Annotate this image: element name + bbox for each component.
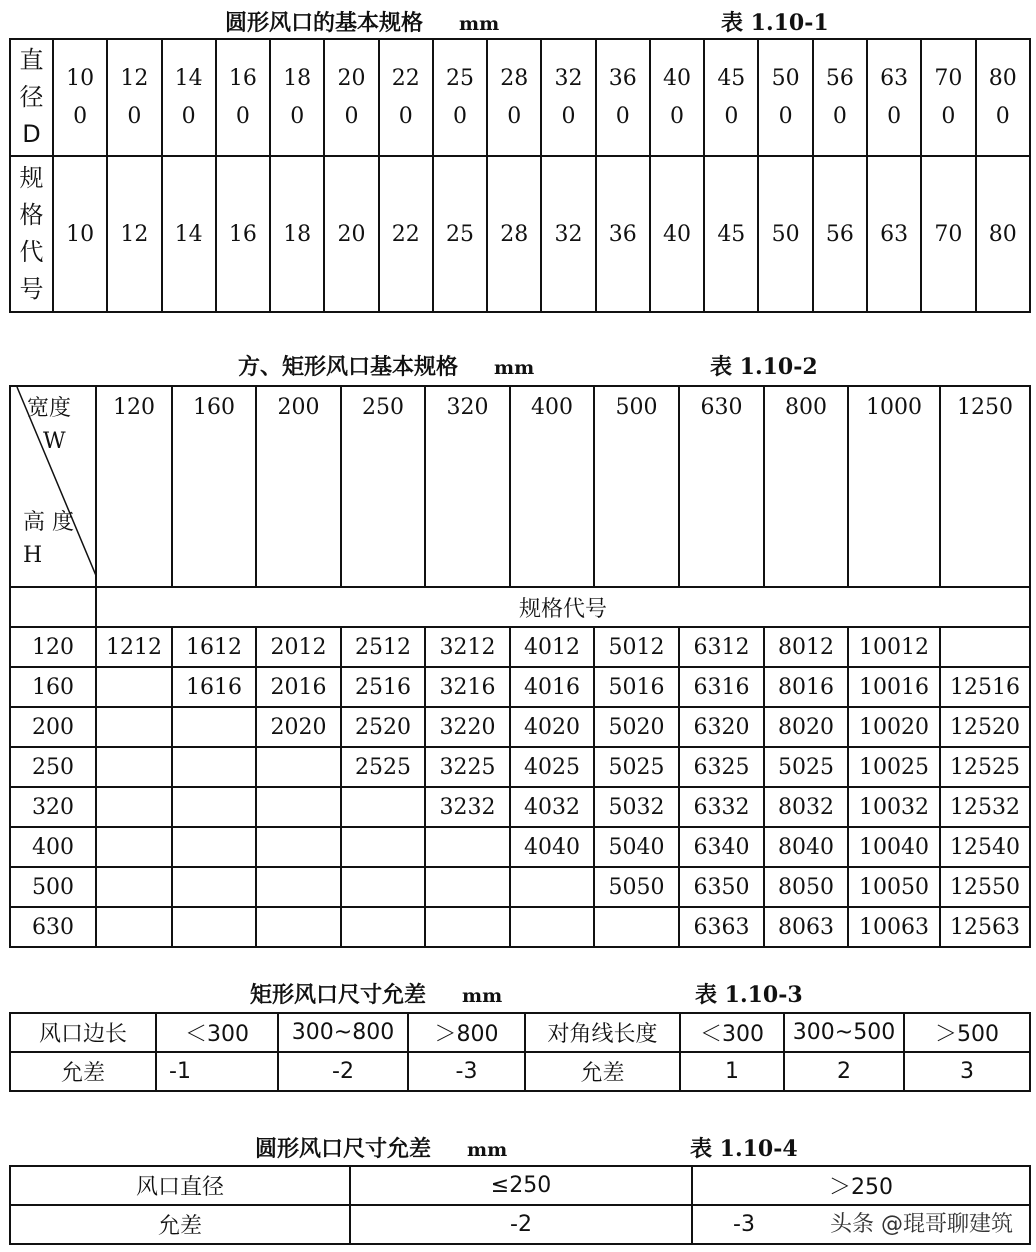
rect-vent-spec-table — [9, 385, 1031, 948]
diameter-cell — [541, 39, 595, 156]
spec-code-cell: 6316 — [679, 667, 764, 707]
width-label: 宽度 — [27, 396, 72, 421]
spec-code-cell — [341, 827, 425, 867]
diameter-cell — [433, 39, 487, 156]
spec-code-cell — [96, 747, 172, 787]
spec-code-cell — [425, 907, 510, 947]
diameter-cell — [379, 39, 433, 156]
table1-title-text: 圆形风口的基本规格 — [225, 10, 424, 36]
spec-code-cell: 10020 — [848, 707, 940, 747]
spec-code-cell: 80 — [976, 156, 1030, 312]
tolerance-value-cell: -1 — [156, 1052, 278, 1091]
diameter-part: 0 — [127, 103, 142, 129]
spec-code-cell: 1212 — [96, 627, 172, 667]
spec-code-cell: 2512 — [341, 627, 425, 667]
diameter-part: 0 — [887, 103, 902, 129]
table3-title-text: 矩形风口尺寸允差 — [250, 982, 427, 1008]
spec-code-cell: 1616 — [172, 667, 256, 707]
diameter-cell — [53, 39, 107, 156]
header-char: 规 — [19, 164, 44, 192]
spec-code-cell: 56 — [813, 156, 867, 312]
diameter-part: 0 — [995, 103, 1010, 129]
spec-code-cell — [96, 827, 172, 867]
tolerance-header-cell: 风口边长 — [10, 1013, 156, 1052]
spec-code-cell: 8012 — [764, 627, 848, 667]
diameter-part: 0 — [235, 103, 250, 129]
diameter-cell — [324, 39, 378, 156]
diameter-part: 36 — [608, 65, 637, 91]
diameter-cell — [107, 39, 161, 156]
diameter-part: 45 — [717, 65, 746, 91]
spec-code-cell — [96, 787, 172, 827]
spec-code-cell: 40 — [650, 156, 704, 312]
spec-code-cell — [256, 787, 341, 827]
spec-code-caption: 规格代号 — [96, 587, 1030, 627]
header-char: 格 — [19, 201, 44, 229]
diameter-cell — [867, 39, 921, 156]
diameter-part: 0 — [507, 103, 522, 129]
table2-unit: mm — [494, 357, 535, 379]
spec-code-cell: 6332 — [679, 787, 764, 827]
table4-number: 表 1.10-4 — [690, 1136, 798, 1162]
diameter-part: 0 — [670, 103, 685, 129]
diameter-cell — [704, 39, 758, 156]
diameter-cell — [758, 39, 812, 156]
spec-code-cell: 12540 — [940, 827, 1030, 867]
height-symbol: H — [23, 543, 43, 568]
width-header-cell: 800 — [764, 386, 848, 587]
spec-code-cell: 3212 — [425, 627, 510, 667]
spec-code-cell: 5025 — [594, 747, 679, 787]
diameter-part: 32 — [554, 65, 583, 91]
spec-code-cell — [172, 827, 256, 867]
table2-number: 表 1.10-2 — [710, 354, 818, 380]
spec-code-cell: 10040 — [848, 827, 940, 867]
spec-code-cell: 2520 — [341, 707, 425, 747]
diameter-header — [10, 39, 53, 156]
corner-header — [10, 386, 96, 587]
diameter-part: 0 — [778, 103, 793, 129]
header-char: D — [22, 120, 41, 148]
spec-code-cell: 2012 — [256, 627, 341, 667]
header-char: 号 — [19, 275, 44, 303]
tolerance-value-cell: 允差 — [525, 1052, 680, 1091]
table4-title-text: 圆形风口尺寸允差 — [255, 1136, 432, 1162]
diameter-part: 12 — [120, 65, 149, 91]
diameter-part: 20 — [337, 65, 366, 91]
spec-code-cell: 2016 — [256, 667, 341, 707]
spec-code-cell: 10 — [53, 156, 107, 312]
spec-code-cell: 5032 — [594, 787, 679, 827]
spec-code-cell: 5012 — [594, 627, 679, 667]
table-row — [10, 867, 1030, 907]
spec-code-cell: 28 — [487, 156, 541, 312]
round-vent-spec-table — [9, 38, 1031, 313]
tolerance-value-cell: -2 — [350, 1205, 692, 1244]
table-row — [10, 747, 1030, 787]
spec-code-cell: 5020 — [594, 707, 679, 747]
tolerance-header-cell: 对角线长度 — [525, 1013, 680, 1052]
spec-code-cell — [425, 867, 510, 907]
spec-code-cell: 5016 — [594, 667, 679, 707]
spec-code-cell: 6350 — [679, 867, 764, 907]
spec-code-cell: 12550 — [940, 867, 1030, 907]
diameter-part: 63 — [880, 65, 909, 91]
diameter-part: 28 — [500, 65, 529, 91]
diameter-part: 18 — [283, 65, 312, 91]
height-cell: 120 — [10, 627, 96, 667]
spec-code-cell: 2525 — [341, 747, 425, 787]
spec-code-cell: 10050 — [848, 867, 940, 907]
spec-code-cell: 4020 — [510, 707, 594, 747]
table2-title — [238, 350, 818, 381]
spec-code-cell: 50 — [758, 156, 812, 312]
spec-code-cell: 22 — [379, 156, 433, 312]
spec-code-cell: 5040 — [594, 827, 679, 867]
spec-code-cell: 8063 — [764, 907, 848, 947]
spec-code-cell: 70 — [921, 156, 975, 312]
width-header-cell: 1250 — [940, 386, 1030, 587]
spec-code-cell: 10012 — [848, 627, 940, 667]
spec-code-cell — [96, 867, 172, 907]
spec-code-cell: 3225 — [425, 747, 510, 787]
tolerance-header-cell: ＞250 — [692, 1166, 1030, 1205]
height-cell: 200 — [10, 707, 96, 747]
spec-code-cell — [341, 867, 425, 907]
width-header-cell: 250 — [341, 386, 425, 587]
tolerance-value-cell: 3 — [904, 1052, 1030, 1091]
tolerance-header-cell: ＜300 — [156, 1013, 278, 1052]
diameter-part: 0 — [724, 103, 739, 129]
spec-code-cell: 4012 — [510, 627, 594, 667]
spec-code-cell — [510, 907, 594, 947]
tolerance-header-cell: ＞800 — [408, 1013, 525, 1052]
diameter-cell — [270, 39, 324, 156]
diameter-cell — [921, 39, 975, 156]
spec-code-cell — [256, 747, 341, 787]
spec-code-cell: 14 — [162, 156, 216, 312]
width-header-cell: 120 — [96, 386, 172, 587]
height-cell: 160 — [10, 667, 96, 707]
spec-code-cell — [256, 867, 341, 907]
spec-code-cell — [940, 627, 1030, 667]
width-header-cell: 630 — [679, 386, 764, 587]
diameter-part: 0 — [452, 103, 467, 129]
height-cell: 250 — [10, 747, 96, 787]
diameter-cell — [813, 39, 867, 156]
diameter-part: 40 — [663, 65, 692, 91]
spec-code-cell: 8016 — [764, 667, 848, 707]
diameter-part: 0 — [398, 103, 413, 129]
diameter-cell — [162, 39, 216, 156]
spec-code-cell — [256, 907, 341, 947]
spec-code-cell: 1612 — [172, 627, 256, 667]
diameter-part: 80 — [988, 65, 1017, 91]
spec-code-cell — [172, 747, 256, 787]
diameter-part: 14 — [174, 65, 203, 91]
tolerance-value-cell: -2 — [278, 1052, 408, 1091]
height-cell: 500 — [10, 867, 96, 907]
width-header-cell: 200 — [256, 386, 341, 587]
tolerance-value-cell: 1 — [680, 1052, 784, 1091]
table-row — [10, 907, 1030, 947]
spec-code-cell: 12532 — [940, 787, 1030, 827]
spec-code-cell — [96, 907, 172, 947]
spec-code-header — [10, 156, 53, 312]
spec-code-cell: 3232 — [425, 787, 510, 827]
spec-code-cell — [425, 827, 510, 867]
table1-unit: mm — [459, 13, 500, 35]
diameter-part: 0 — [561, 103, 576, 129]
spec-code-cell: 4025 — [510, 747, 594, 787]
tolerance-value-cell: -3 — [408, 1052, 525, 1091]
spec-code-cell: 5050 — [594, 867, 679, 907]
spec-code-cell: 10025 — [848, 747, 940, 787]
empty-cell — [10, 587, 96, 627]
height-cell: 320 — [10, 787, 96, 827]
spec-code-cell: 2516 — [341, 667, 425, 707]
spec-code-cell — [172, 867, 256, 907]
tolerance-header-cell: ＜300 — [680, 1013, 784, 1052]
table-row — [10, 667, 1030, 707]
spec-code-cell: 4016 — [510, 667, 594, 707]
table-row — [10, 787, 1030, 827]
table1-title — [225, 6, 829, 37]
diameter-part: 0 — [181, 103, 196, 129]
spec-code-cell: 4040 — [510, 827, 594, 867]
spec-code-cell: 45 — [704, 156, 758, 312]
diameter-part: 70 — [934, 65, 963, 91]
spec-code-cell: 6320 — [679, 707, 764, 747]
spec-code-cell: 12525 — [940, 747, 1030, 787]
spec-code-cell: 4032 — [510, 787, 594, 827]
spec-code-cell: 36 — [596, 156, 650, 312]
table3-number: 表 1.10-3 — [695, 982, 803, 1008]
width-header-cell: 500 — [594, 386, 679, 587]
diameter-part: 50 — [771, 65, 800, 91]
spec-code-cell: 32 — [541, 156, 595, 312]
spec-code-cell — [510, 867, 594, 907]
diameter-part: 16 — [228, 65, 257, 91]
spec-code-cell — [172, 707, 256, 747]
diameter-part: 0 — [73, 103, 88, 129]
spec-code-cell — [172, 787, 256, 827]
diameter-part: 56 — [825, 65, 854, 91]
height-cell: 400 — [10, 827, 96, 867]
diameter-part: 0 — [941, 103, 956, 129]
table3-title — [250, 978, 803, 1009]
spec-code-cell: 12516 — [940, 667, 1030, 707]
diameter-part: 10 — [66, 65, 95, 91]
spec-code-cell: 10032 — [848, 787, 940, 827]
header-char: 径 — [19, 83, 44, 111]
diameter-part: 0 — [832, 103, 847, 129]
table-row — [10, 827, 1030, 867]
spec-code-cell — [96, 707, 172, 747]
spec-code-cell: 20 — [324, 156, 378, 312]
width-header-cell: 320 — [425, 386, 510, 587]
spec-code-cell: 6312 — [679, 627, 764, 667]
diameter-cell — [596, 39, 650, 156]
diameter-cell — [216, 39, 270, 156]
spec-code-cell: 3220 — [425, 707, 510, 747]
tolerance-value-cell: -3 — [692, 1205, 1030, 1244]
spec-code-cell — [172, 907, 256, 947]
tolerance-header-cell: ＞500 — [904, 1013, 1030, 1052]
spec-code-cell: 10016 — [848, 667, 940, 707]
diameter-part: 25 — [445, 65, 474, 91]
spec-code-cell: 2020 — [256, 707, 341, 747]
height-cell: 630 — [10, 907, 96, 947]
spec-code-cell: 18 — [270, 156, 324, 312]
width-header-cell: 400 — [510, 386, 594, 587]
header-char: 直 — [19, 46, 44, 74]
tolerance-header-cell: 300~500 — [784, 1013, 904, 1052]
header-char: 代 — [19, 238, 44, 266]
tolerance-value-cell: 允差 — [10, 1052, 156, 1091]
rect-vent-tolerance-table — [9, 1012, 1031, 1092]
table-row — [10, 627, 1030, 667]
spec-code-cell: 8032 — [764, 787, 848, 827]
spec-code-cell: 6340 — [679, 827, 764, 867]
spec-code-cell: 12520 — [940, 707, 1030, 747]
spec-code-cell — [256, 827, 341, 867]
table1-number: 表 1.10-1 — [721, 10, 829, 36]
spec-code-cell: 6363 — [679, 907, 764, 947]
spec-code-cell: 8040 — [764, 827, 848, 867]
spec-code-cell: 12563 — [940, 907, 1030, 947]
spec-code-cell: 8020 — [764, 707, 848, 747]
table-row — [10, 707, 1030, 747]
spec-code-cell: 12 — [107, 156, 161, 312]
watermark: 头条 @琨哥聊建筑 — [830, 1212, 1013, 1237]
diameter-cell — [650, 39, 704, 156]
tolerance-header-cell: 风口直径 — [10, 1166, 350, 1205]
spec-code-cell — [341, 787, 425, 827]
spec-code-cell: 6325 — [679, 747, 764, 787]
spec-code-cell: 16 — [216, 156, 270, 312]
table4-title — [255, 1132, 798, 1163]
diameter-part: 0 — [344, 103, 359, 129]
table2-title-text: 方、矩形风口基本规格 — [238, 354, 459, 380]
spec-code-cell: 3216 — [425, 667, 510, 707]
spec-code-cell: 5025 — [764, 747, 848, 787]
diameter-part: 0 — [290, 103, 305, 129]
spec-code-cell — [96, 667, 172, 707]
spec-code-cell — [341, 907, 425, 947]
tolerance-header-cell: 300~800 — [278, 1013, 408, 1052]
diameter-part: 22 — [391, 65, 420, 91]
tolerance-value-cell: 2 — [784, 1052, 904, 1091]
tolerance-value-cell: 允差 — [10, 1205, 350, 1244]
spec-code-cell: 8050 — [764, 867, 848, 907]
tolerance-header-cell: ≤250 — [350, 1166, 692, 1205]
height-label: 高 度 — [23, 510, 74, 535]
spec-code-cell: 10063 — [848, 907, 940, 947]
spec-code-cell: 63 — [867, 156, 921, 312]
diameter-cell — [976, 39, 1030, 156]
width-header-cell: 1000 — [848, 386, 940, 587]
width-header-cell: 160 — [172, 386, 256, 587]
table4-unit: mm — [467, 1139, 508, 1161]
spec-code-cell — [594, 907, 679, 947]
spec-code-cell: 25 — [433, 156, 487, 312]
diameter-part: 0 — [615, 103, 630, 129]
diameter-cell — [487, 39, 541, 156]
width-symbol: W — [43, 429, 66, 454]
table3-unit: mm — [462, 985, 503, 1007]
